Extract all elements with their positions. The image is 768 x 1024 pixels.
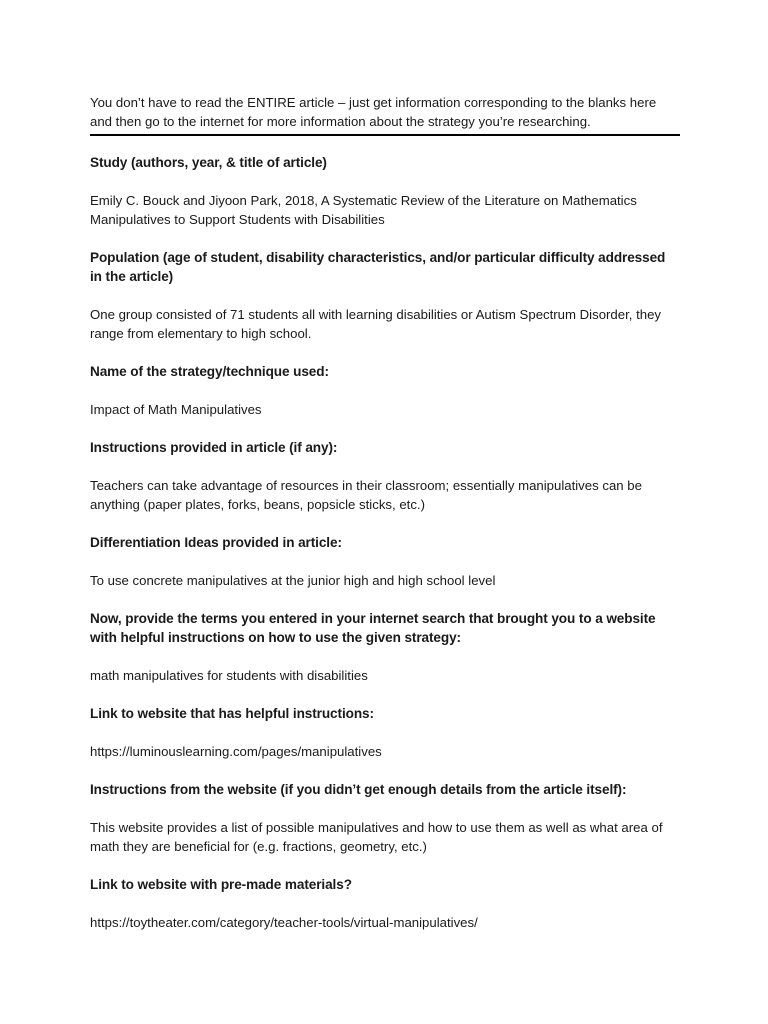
section-answer: math manipulatives for students with disabilities bbox=[90, 668, 368, 683]
section-heading: Instructions provided in article (if any): bbox=[90, 440, 338, 455]
section-answer: Impact of Math Manipulatives bbox=[90, 402, 262, 417]
section-heading: Name of the strategy/technique used: bbox=[90, 364, 329, 379]
section-heading: Now, provide the terms you entered in your internet search that brought you to a website with helpful instructions on how to use the given strategy: bbox=[90, 611, 656, 645]
section-differentiation bbox=[90, 533, 680, 590]
section-heading: Study (authors, year, & title of article) bbox=[90, 155, 327, 170]
section-website-link bbox=[90, 704, 680, 761]
section-heading: Instructions from the website (if you didn’t get enough details from the article itself): bbox=[90, 782, 627, 797]
document-page bbox=[90, 93, 680, 932]
intro-paragraph: You don’t have to read the ENTIRE article – just get information corresponding to the blanks here and then go to the internet for more information about the strategy you’re researching. bbox=[90, 93, 680, 136]
section-answer: One group consisted of 71 students all with learning disabilities or Autism Spectrum Disorder, they range from elementary to high school. bbox=[90, 307, 662, 341]
section-answer: https://toytheater.com/category/teacher-tools/virtual-manipulatives/ bbox=[90, 915, 478, 930]
section-premade-materials bbox=[90, 875, 680, 932]
section-answer: Teachers can take advantage of resources in their classroom; essentially manipulatives can be anything (paper plates, forks, beans, popsicle sticks, etc.) bbox=[90, 478, 642, 512]
section-heading: Differentiation Ideas provided in article: bbox=[90, 535, 342, 550]
section-population bbox=[90, 248, 680, 343]
section-heading: Population (age of student, disability characteristics, and/or particular difficulty addressed in the article) bbox=[90, 250, 666, 284]
section-answer: https://luminouslearning.com/pages/manipulatives bbox=[90, 744, 382, 759]
section-answer: Emily C. Bouck and Jiyoon Park, 2018, A Systematic Review of the Literature on Mathematics Manipulatives to Support Students with Disabilities bbox=[90, 193, 637, 227]
section-answer: To use concrete manipulatives at the junior high and high school level bbox=[90, 573, 496, 588]
section-instructions bbox=[90, 438, 680, 514]
section-search-terms bbox=[90, 609, 680, 685]
section-heading: Link to website that has helpful instructions: bbox=[90, 706, 374, 721]
section-heading: Link to website with pre-made materials? bbox=[90, 877, 352, 892]
section-study bbox=[90, 153, 680, 229]
section-strategy-name bbox=[90, 362, 680, 419]
section-answer: This website provides a list of possible manipulatives and how to use them as well as what area of math they are beneficial for (e.g. fractions, geometry, etc.) bbox=[90, 820, 663, 854]
section-website-instructions bbox=[90, 780, 680, 856]
